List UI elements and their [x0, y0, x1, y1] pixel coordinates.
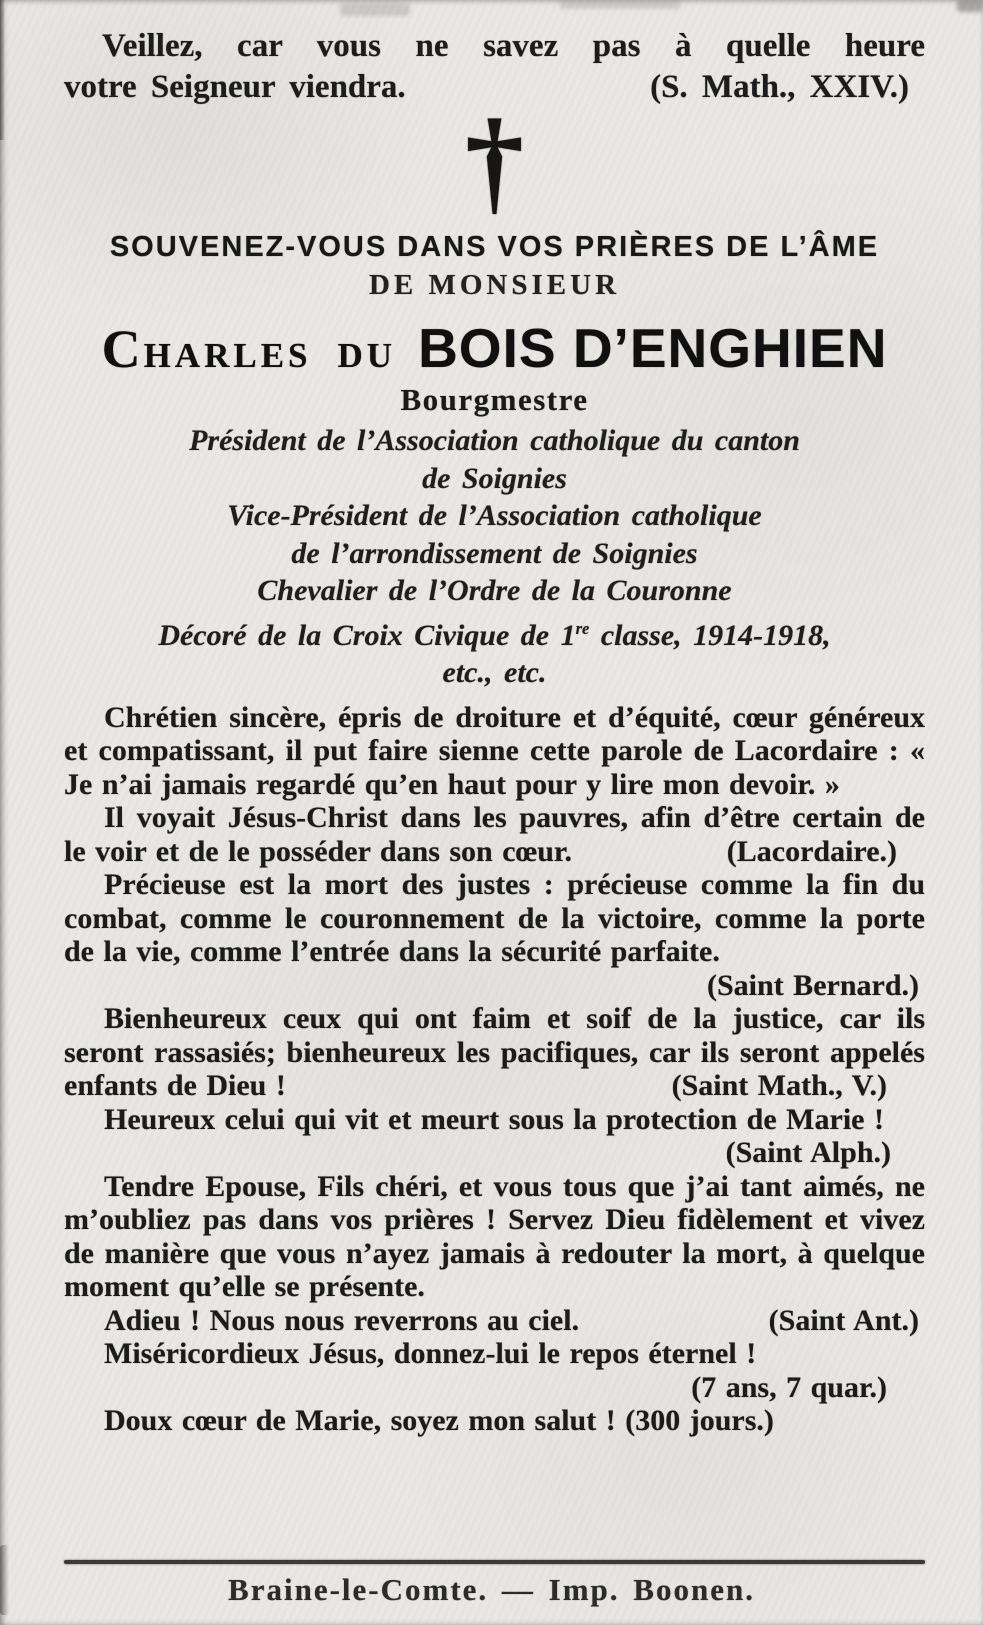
honor-line: Vice-Président de l’Association catholique: [227, 499, 762, 532]
deceased-name: [64, 316, 925, 380]
epigraph-source: (S. Math., XXIV.): [650, 69, 909, 105]
scan-artifact-top-band: [560, 0, 680, 9]
paragraph: Il voyait Jésus-Christ dans les pauvres, afin d’être certain de le voir et de le posséder dans son cœur. (Lacordaire.): [64, 801, 925, 868]
scan-artifact-top-right: [957, 0, 983, 12]
paragraph: Miséricordieux Jésus, donnez-lui le repos éternel ! (7 ans, 7 quar.): [104, 1337, 887, 1404]
honor-line: de Soignies: [422, 461, 567, 495]
attribution: (7 ans, 7 quar.): [691, 1370, 887, 1404]
cross-row: [64, 95, 925, 226]
attribution: (Saint Alph.): [725, 1136, 891, 1169]
paragraph: Doux cœur de Marie, soyez mon salut ! (300 jours.): [104, 1404, 774, 1437]
epigraph-line2-text: votre Seigneur viendra.: [64, 69, 406, 105]
attribution: (Saint Math., V.): [671, 1069, 887, 1102]
attribution: (Saint Bernard.): [707, 968, 919, 1002]
name-initial: C: [101, 319, 144, 379]
attribution: (Lacordaire.): [726, 834, 897, 868]
honors-list: [64, 422, 925, 692]
body-text: [64, 701, 925, 1438]
honor-line: de l’arrondissement de Soignies: [291, 536, 698, 570]
intro-line2: DE MONSIEUR: [368, 269, 621, 301]
honor-line: etc., etc.: [442, 656, 547, 689]
footer-rule: [64, 1560, 925, 1564]
paragraph: Heureux celui qui vit et meurt sous la protection de Marie ! (Saint Alph.): [104, 1102, 891, 1169]
attribution: (Saint Ant.): [768, 1303, 919, 1337]
deceased-role: Bourgmestre: [400, 382, 589, 417]
honor-line: Décoré de la Croix Civique de 1re classe, 1914-1918,: [158, 618, 831, 652]
paragraph: Précieuse est la mort des justes : précieuse comme la fin du combat, comme le couronnement de la victoire, comme la porte de la vie, comme l’entrée dans la sécurité parfaite. (Saint Bernard.): [64, 868, 925, 1002]
paragraph: Adieu ! Nous nous reverrons au ciel. (Saint Ant.): [104, 1303, 919, 1337]
name-given: HARLES: [143, 336, 312, 375]
printer-imprint: Braine-le-Comte. — Imp. Boonen.: [228, 1572, 755, 1607]
honor-line: Chevalier de l’Ordre de la Couronne: [257, 574, 732, 607]
scan-artifact-top-smudge: [340, 3, 410, 16]
name-surname: BOIS D’ENGHIEN: [418, 317, 888, 379]
intro-line1: SOUVENEZ-VOUS DANS VOS PRIÈRES DE L’ÂME: [109, 231, 880, 263]
cross-icon: †: [465, 95, 524, 226]
paragraph: Chrétien sincère, épris de droiture et d’équité, cœur généreux et compatissant, il put faire sienne cette parole de Lacordaire : « Je n’ai jamais regardé qu’en haut pour y lire mon devoir. »: [64, 700, 925, 801]
honor-line: Président de l’Association catholique du canton: [189, 424, 800, 457]
scan-artifact-left-edge: [0, 0, 5, 140]
name-particle: DU: [337, 336, 397, 375]
epigraph-line1: Veillez, car vous ne savez pas à quelle heure: [102, 28, 925, 64]
paragraph: Tendre Epouse, Fils chéri, et vous tous que j’ai tant aimés, ne m’oubliez pas dans vos prières ! Servez Dieu fidèlement et vivez de manière que vous n’ayez jamais à redouter la mort, à quelque moment qu’elle se présente.: [64, 1169, 925, 1303]
paragraph: Bienheureux ceux qui ont faim et soif de la justice, car ils seront rassasiés; bienheureux les pacifiques, car ils seront appelés enfants de Dieu ! (Saint Math., V.): [64, 1002, 925, 1102]
